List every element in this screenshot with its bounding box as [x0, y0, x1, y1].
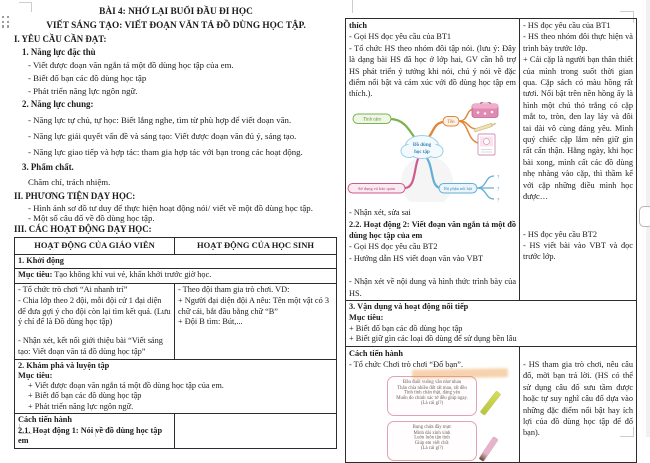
list-item: - Hình ảnh sơ đồ tư duy để thực hiện hoạt động nói/ viết về một đồ dùng học tập.	[28, 202, 313, 213]
mindmap-node-ten	[443, 116, 459, 126]
hoat-dong-2-heading: 2.2. Hoạt động 2: Viết đoạn văn ngắn tả một đồ dùng học tập của em	[349, 219, 516, 241]
list-item: + Biết đố bạn các đồ dùng học tập	[28, 391, 142, 401]
riddle-line: Thân chia nhiều đốt rất mau, rất đều	[397, 384, 467, 390]
kham-pha-heading: 2. Khám phá và luyện tập	[18, 360, 110, 370]
gv-line: - Nhận xét, kết nối giới thiệu bài “Viết sáng tạo: Viết đoạn văn tả đồ dùng học tập”	[18, 336, 163, 356]
section-heading-yccd: I. YÊU CẦU CẦN ĐẠT:	[14, 34, 107, 44]
muc-tieu-label: Mục tiêu:	[349, 312, 384, 322]
hs-activity-cell	[520, 19, 637, 301]
section-heading-hddh: III. CÁC HOẠT ĐỘNG DẠY HỌC:	[14, 223, 152, 234]
hs-activity-cell	[175, 284, 337, 360]
lesson-title: BÀI 4: NHỚ LẠI BUỔI ĐẦU ĐI HỌC	[99, 7, 253, 17]
subheading-nang-luc-chung: 2. Năng lực chung:	[22, 99, 94, 109]
riddle-card-ruler	[387, 376, 477, 416]
notebook-image	[478, 134, 495, 155]
van-dung-cell	[346, 301, 637, 347]
table-row	[346, 346, 637, 462]
svg-text:Sử dụng và bảo quản: Sử dụng và bảo quản	[357, 186, 396, 192]
list-item: + Biết giữ gìn các loại đồ dùng để sử dụng bền lâu	[349, 334, 517, 344]
table-row	[346, 301, 637, 347]
svg-text:Bộ phận nổi bật: Bộ phận nổi bật	[444, 186, 472, 192]
muc-tieu-cell	[15, 269, 337, 284]
svg-text:Tình cảm: Tình cảm	[363, 117, 381, 123]
pencil-image	[474, 122, 496, 132]
question-mark: ?	[497, 174, 500, 181]
gv-line: - Chia lớp theo 2 đội, mỗi đội cử 1 đại diện để đưa gợi ý cho đội còn lại tìm kết quả. (Lưu ý chỉ để là Đồ dùng học tập)	[18, 295, 171, 327]
question-mark: ?	[497, 186, 500, 193]
list-item: - Biết đố bạn các đồ dùng học tập	[28, 73, 147, 83]
hs-line: - Theo đội tham gia trò chơi. VD:	[178, 285, 290, 294]
list-item: - Năng lực giao tiếp và hợp tác: tham gia hợp tác với bạn trong các hoạt động.	[28, 146, 303, 157]
empty-cell	[175, 413, 337, 448]
list-item: - Năng lực giải quyết vấn đề và sáng tạo: Viết được đoạn văn đủ ý, sáng tạo.	[28, 130, 297, 141]
page-corner-mark	[352, 0, 353, 13]
muc-tieu-text: Tạo không khí vui vẻ, khấn khởi trước giờ học.	[52, 270, 212, 279]
cach-tien-hanh-heading: Cách tiến hành	[349, 348, 403, 358]
subheading-nang-luc-dac-thu: 1. Năng lực đặc thù	[22, 47, 96, 57]
hs-line: - HS đọc yêu cầu của BT1	[523, 21, 611, 30]
riddle-card-pen	[387, 421, 477, 461]
khoi-dong-cell	[15, 255, 337, 269]
gv-line: - Nhận xét về nội dung và hình thức trình bày của HS.	[349, 277, 516, 298]
hs-line: - HS đọc yêu cầu BT2	[523, 229, 597, 239]
gv-line: - Tổ chức HS theo nhóm đôi tập nói. (lưu ý: Đây là dạng bài HS đã học ở lớp hai, GV cần hỗ trợ HS phát triển ý tưởng khi nói, chú ý nói về đặc điểm nổi bật và cảm xúc với đồ dùng học tập em thích.).	[349, 43, 516, 99]
mindmap-node-bo-phan	[439, 183, 477, 193]
table-row	[15, 284, 337, 360]
list-item: + Viết được đoạn văn ngắn tả một đồ dùng học tập của em.	[28, 381, 224, 391]
activities-table-page1	[14, 237, 337, 449]
riddle-line: Luôn luôn tận tình	[414, 435, 450, 441]
list-item: - Năng lực tự chủ, tự học: Biết lắng nghe, tìm từ phù hợp để viết đoạn văn.	[28, 114, 292, 125]
mindmap-center-label: Đồ dùng	[412, 142, 432, 148]
cach-tien-hanh-cell	[346, 346, 520, 462]
riddle-line: (Là cái gì?)	[420, 445, 444, 451]
drag-handle-icon[interactable]	[2, 16, 10, 29]
list-item: - Một số câu đố về đồ dùng học tập.	[28, 213, 155, 224]
watermark-blob	[401, 156, 453, 202]
hs-sample-paragraph: + Cái cặp là người bạn thân thiết của mình trong suốt thời gian qua. Cặp sách có màu hồng rất tươi. Nổi bật trên nền hồng ấy là hình một chú thỏ trắng có cặp mắt to, tròn, đen lay láy và đôi tai dài vô cùng đáng yêu. Mình quý chiếc cặp lắm nên giữ gìn rất cẩn thận. Hằng ngày, khi học bài xong, mình cất các đồ dùng nhẹ nhàng vào cặp, thì thầm kể với cặp những điều mình học được…	[523, 55, 633, 202]
page-left	[14, 6, 338, 235]
muc-tieu-label: Mục tiêu:	[18, 370, 53, 380]
hs-paragraph: - HS tham gia trò chơi, nêu câu đố, mời bạn trả lời. (HS có thể sử dụng câu đố sưu tầm được hoặc tự suy nghĩ câu đố dựa vào những đặc điểm nổi bật hay ích lợi của đồ dùng học tập để đố bạn).	[523, 359, 633, 438]
table-row	[15, 269, 337, 284]
hs-line: - HS theo nhóm đôi thực hiện và trình bày trước lớp.	[523, 32, 633, 53]
table-row	[15, 255, 337, 269]
table-row	[346, 19, 637, 301]
ruler-image	[480, 391, 500, 414]
hs-line: - HS viết bài vào VBT và đọc trước lớp.	[523, 240, 633, 262]
column-header-hs: HOẠT ĐỘNG CỦA HỌC SINH	[175, 238, 337, 255]
muc-tieu-label: Mục tiêu:	[18, 270, 53, 279]
lesson-subtitle: VIẾT SÁNG TẠO: VIẾT ĐOẠN VĂN TẢ ĐỒ DÙNG HỌC TẬP.	[46, 20, 306, 31]
riddle-line: Giúp em viết chữ.	[414, 440, 450, 446]
pencil-case-image	[472, 102, 498, 118]
table-header-row	[15, 238, 337, 255]
gv-activity-cell	[15, 284, 175, 360]
riddle-line: (Là cái gì?)	[420, 400, 444, 406]
column-header-gv: HOẠT ĐỘNG CỦA GIÁO VIÊN	[15, 238, 175, 255]
watermark	[412, 368, 508, 379]
gv-line: - Tổ chức trò chơi “Ai nhanh trí”	[18, 285, 128, 294]
mindmap-figure	[347, 102, 511, 202]
hs-line: + Đội B tìm: Bút,...	[178, 317, 243, 327]
continued-word: thích	[349, 21, 367, 30]
riddle-line: Mình dài xinh xinh	[413, 429, 451, 435]
mindmap-center-cloud	[401, 135, 443, 158]
question-mark: ?	[497, 197, 500, 202]
scrollbar-thumb[interactable]	[639, 206, 650, 227]
activities-table-page2	[345, 18, 637, 463]
section-heading-ptdh: II. PHƯƠNG TIỆN DẠY HỌC:	[14, 190, 136, 201]
mindmap-node-su-dung	[348, 183, 405, 193]
table-row	[15, 359, 337, 413]
pham-chat-text: Chăm chỉ, trách nhiệm.	[28, 176, 111, 187]
pencil-image	[479, 437, 497, 461]
gv-line: - Gọi HS đọc yêu cầu của BT1	[349, 32, 452, 42]
list-item: + Phát triển năng lực ngôn ngữ.	[28, 401, 134, 411]
mindmap-center-label: học tập	[414, 149, 430, 155]
van-dung-heading: 3. Vận dụng và hoạt động nối tiếp	[349, 302, 469, 312]
gv-activity-cell	[346, 19, 520, 301]
table-row	[15, 413, 337, 448]
kham-pha-cell	[15, 359, 337, 413]
gv-line: - Nhận xét, sửa sai	[349, 208, 411, 218]
gv-line: - Tổ chức Chơi trò chơi “Đố bạn”.	[349, 360, 464, 370]
khoi-dong-heading: 1. Khởi động	[18, 256, 64, 265]
gv-line: - Gọi HS đọc yêu cầu BT2	[349, 242, 438, 252]
riddle-line: Tính tình chân thật, đáng yêu	[403, 390, 461, 396]
svg-text:Tên: Tên	[447, 120, 455, 126]
branch-blue-sub	[477, 188, 494, 199]
hoat-dong-1-heading: 2.1. Hoạt động 1: Nói về đồ dùng học tập em	[18, 425, 163, 446]
list-item: + Biết đố bạn các đồ dùng học tập	[349, 323, 463, 333]
hs-activity-cell	[520, 346, 637, 462]
cach-tien-hanh-heading: Cách tiến hành	[18, 414, 72, 424]
subheading-pham-chat: 3. Phẩm chất.	[22, 161, 74, 172]
hs-line: + Người đại diện đội A nêu: Tên một vật có 3 chữ cái, bắt đầu bằng chữ “B”	[178, 295, 329, 316]
list-item: - Viết được đoạn văn ngắn tả một đồ dùng học tập của em.	[28, 60, 234, 70]
riddle-line: Đầu đuôi vuông vắn như nhau	[402, 379, 462, 385]
list-item: - Phát triển năng lực ngôn ngữ.	[28, 86, 138, 96]
gv-line: - Hướng dẫn HS viết đoạn văn vào VBT	[349, 253, 484, 263]
branch-blue-sub	[477, 176, 494, 188]
mindmap-node-tinh-cam	[353, 114, 391, 124]
cach-tien-hanh-cell	[15, 413, 175, 448]
riddle-line: Muốn đo chính xác tớ đều giúp ngay.	[396, 395, 468, 401]
riddle-line: Bụng chứa đầy mực	[412, 424, 452, 430]
